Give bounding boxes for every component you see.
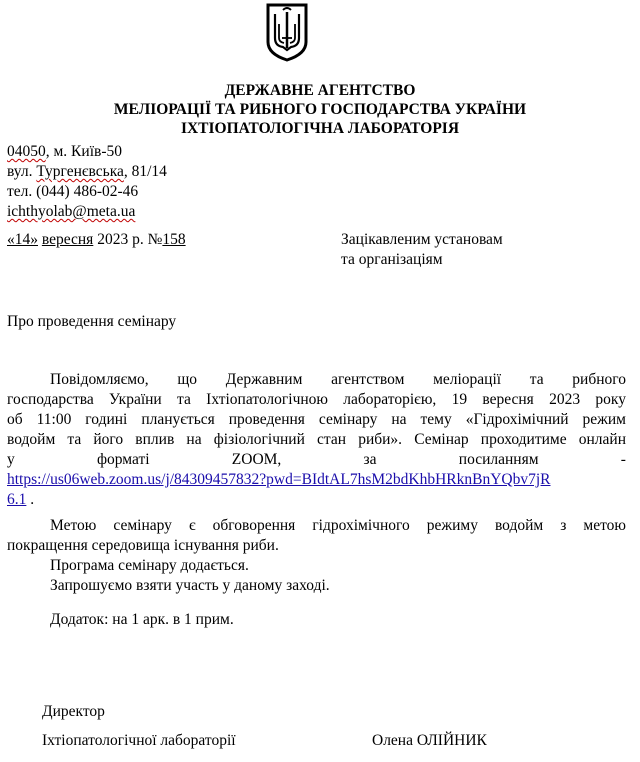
street-prefix: вул. — [7, 163, 37, 180]
body-text: Повідомляємо, що Державним агентством меліорації та рибного — [50, 371, 626, 388]
body-word: у — [7, 451, 15, 468]
body-text: водойм та його вплив на фізіологічний стан риби». Семінар проходитиме онлайн — [7, 431, 626, 448]
body-word: за — [363, 451, 377, 468]
org-name-line1: ДЕРЖАВНЕ АГЕНТСТВО — [224, 82, 416, 99]
phone: тел. (044) 486-02-46 — [7, 183, 139, 200]
address-street-line — [7, 163, 167, 181]
email: ichthyolab@meta.ua — [7, 203, 136, 220]
zoom-link-end[interactable]: 6.1 — [7, 491, 27, 508]
body-p3: Програма семінару додається. — [50, 557, 249, 574]
subject: Про проведення семінару — [7, 313, 177, 330]
letter-day: «14» — [7, 231, 38, 248]
signature-name: Олена ОЛІЙНИК — [372, 732, 487, 749]
body-text: об 11:00 годині планується проведення семінару на тему «Гідрохімічний режим — [7, 411, 626, 428]
body-p1-line3 — [7, 411, 626, 429]
body-p1-line2 — [7, 391, 626, 409]
zoom-link-line1 — [7, 471, 551, 489]
house: , 81/14 — [123, 163, 167, 180]
org-name-line2: МЕЛІОРАЦІЇ ТА РИБНОГО ГОСПОДАРСТВА УКРАЇНИ — [113, 101, 527, 118]
recipient-line2: та організаціям — [341, 251, 443, 268]
zoom-link-line2 — [7, 491, 34, 509]
street: Тургенєвська — [36, 163, 124, 180]
link-period: . — [26, 491, 35, 508]
signature-title2: Іхтіопатологічної лабораторії — [42, 732, 236, 749]
body-text: господарства України та Іхтіопатологічною лабораторією, 19 вересня 2023 року — [7, 391, 626, 408]
body-word: форматі — [96, 451, 150, 468]
letter-year: 2023 р. № — [93, 231, 163, 248]
postcode: 04050 — [7, 143, 46, 160]
zoom-link[interactable]: https://us06web.zoom.us/j/84309457832?pwd=BIdtAL7hsM2bdKhbHRknBnYQbv7jR — [7, 471, 551, 488]
body-word: посиланням — [458, 451, 539, 468]
body-p1-line5 — [7, 451, 626, 469]
body-p4: Запрошуємо взяти участь у даному заході. — [50, 577, 330, 594]
address-postcode-line — [7, 143, 122, 161]
letter-month: вересня — [41, 231, 94, 248]
body-p1-line4 — [7, 431, 626, 449]
org-name-line3: ІХТІОПАТОЛОГІЧНА ЛАБОРАТОРІЯ — [180, 120, 460, 137]
body-p1-line1 — [50, 371, 626, 389]
attachment: Додаток: на 1 арк. в 1 прим. — [50, 611, 234, 628]
letter-number: 158 — [162, 231, 186, 248]
coat-of-arms-emblem — [265, 2, 309, 62]
body-word: - — [620, 451, 626, 468]
signature-title1: Директор — [42, 703, 105, 720]
body-p2-line1 — [50, 517, 626, 535]
body-p2-line2: покращення середовища існування риби. — [7, 537, 279, 554]
city: , м. Київ-50 — [45, 143, 122, 160]
body-text: Метою семінару є обговорення гідрохімічного режиму водойм з метою — [50, 517, 626, 534]
recipient-line1: Зацікавленим установам — [341, 231, 503, 248]
body-word: ZOOM, — [231, 451, 282, 468]
letter-date-number — [7, 231, 186, 249]
